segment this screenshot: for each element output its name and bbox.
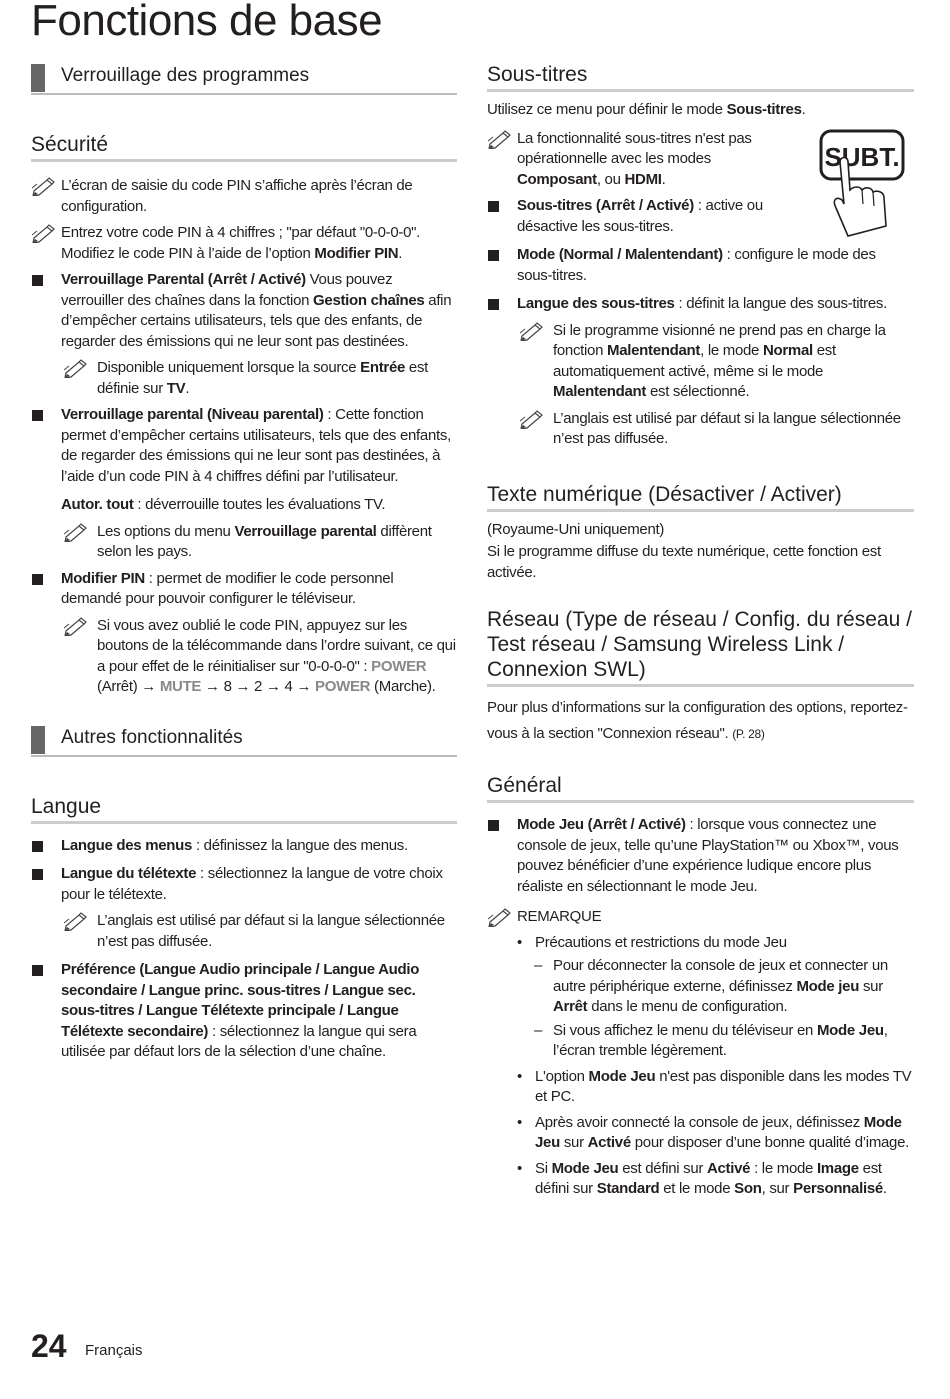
- parental-lock-item: Verrouillage Parental (Arrêt / Activé) Vous pouvez verrouiller des chaînes dans la fonction Gestion chaînes afin d’empêcher certains utilisateurs, tels que des enfants, de regarder des émissions qui ne leur sont pas destinées.: [31, 270, 457, 352]
- square-bullet-icon: [488, 820, 499, 831]
- change-pin-note: Si vous avez oublié le code PIN, appuyez sur les boutons de la télécommande dans l’ordre suivant, ce qui a pour effet de le réinitialiser sur "0-0-0-0" : POWER (Arrêt) → MUTE → 8 → 2 → 4 → POWER (Marche).: [31, 616, 457, 698]
- note-pen-icon: [31, 176, 57, 196]
- subt-button-hand-icon: [818, 128, 908, 240]
- menu-language-item: Langue des menus : définissez la langue des menus.: [31, 836, 457, 857]
- parental-rating-note: Les options du menu Verrouillage parental diffèrent selon les pays.: [31, 522, 457, 563]
- square-bullet-icon: [32, 275, 43, 286]
- remark-bullet-1: • Précautions et restrictions du mode Jeu: [487, 933, 914, 954]
- note-pen-icon: [487, 129, 513, 149]
- parental-lock-note: Disponible uniquement lorsque la source Entrée est définie sur TV.: [31, 358, 457, 399]
- language-heading: Langue: [31, 794, 457, 824]
- parental-rating-item: Verrouillage parental (Niveau parental) : Cette fonction permet d’empêcher certains utilisateurs, tels que des enfants, de regarder des émissions qui ne leur sont pas destinées, à l’aide d’un code PIN à 4 chiffres défini par l’utilisateur.: [31, 405, 457, 487]
- allow-all-line: Autor. tout : déverrouille toutes les évaluations TV.: [61, 496, 386, 513]
- note-pen-icon: [63, 616, 89, 636]
- subtitles-note: La fonctionnalité sous-titres n'est pas opérationnelle avec les modes Composant, ou HDMI.: [487, 129, 787, 191]
- security-heading: Sécurité: [31, 132, 457, 162]
- bullet-dot-icon: •: [517, 1067, 522, 1085]
- footer-language: Français: [85, 1342, 143, 1359]
- section-bar: [31, 726, 45, 754]
- square-bullet-icon: [488, 201, 499, 212]
- section-header-lock-title: Verrouillage des programmes: [61, 65, 310, 86]
- remark-title: REMARQUE: [487, 907, 914, 928]
- remark-bullet-2: • L'option Mode Jeu n'est pas disponible dans les modes TV et PC.: [517, 1067, 912, 1105]
- note-pen-icon: [63, 358, 89, 378]
- note-pen-icon: [519, 321, 545, 341]
- preference-item: Préférence (Langue Audio principale / Langue Audio secondaire / Langue princ. sous-titres / Langue sec. sous-titres / Langue Télétexte principale / Langue Télétexte secondaire) : sélectionnez la langue qui sera utilisée par défaut lors de la sélection d’une chaîne.: [31, 960, 457, 1063]
- square-bullet-icon: [32, 841, 43, 852]
- section-header-lock: [31, 62, 457, 95]
- digital-text-heading: Texte numérique (Désactiver / Activer): [487, 482, 914, 512]
- note-pen-icon: [31, 223, 57, 243]
- bullet-dot-icon: •: [517, 1159, 522, 1177]
- page-title: Fonctions de base: [31, 0, 383, 45]
- section-bar: [31, 64, 45, 92]
- security-note-1: L’écran de saisie du code PIN s’affiche après l’écran de configuration.: [31, 176, 457, 217]
- subtitles-language-item: Langue des sous-titres : définit la langue des sous-titres.: [487, 294, 914, 315]
- bullet-dot-icon: •: [517, 933, 522, 951]
- bullet-dot-icon: •: [517, 1113, 522, 1131]
- subtitles-intro: Utilisez ce menu pour définir le mode Sous-titres.: [487, 101, 806, 118]
- teletext-language-note: L’anglais est utilisé par défaut si la langue sélectionnée n’est pas diffusée.: [31, 911, 457, 952]
- section-header-other-title: Autres fonctionnalités: [61, 726, 243, 748]
- subtitles-mode-item: Mode (Normal / Malentendant) : configure le mode des sous-titres.: [487, 245, 914, 286]
- teletext-language-item: Langue du télétexte : sélectionnez la langue de votre choix pour le télétexte.: [31, 864, 457, 905]
- network-text: Pour plus d’informations sur la configuration des options, reportez-vous à la section "Connexion réseau". (P. 28): [487, 699, 908, 742]
- note-pen-icon: [63, 911, 89, 931]
- square-bullet-icon: [32, 574, 43, 585]
- square-bullet-icon: [32, 965, 43, 976]
- page-number: 24: [31, 1328, 67, 1364]
- subtitles-language-note-1: Si le programme visionné ne prend pas en charge la fonction Malentendant, le mode Normal est automatiquement activé, même si le mode Malentendant est sélectionné.: [487, 321, 914, 403]
- note-pen-icon: [63, 522, 89, 542]
- left-column: [31, 58, 457, 1063]
- remark-bullet-4: • Si Mode Jeu est défini sur Activé : le mode Image est défini sur Standard et le mode Son, sur Personnalisé.: [517, 1159, 887, 1197]
- square-bullet-icon: [488, 250, 499, 261]
- dash-icon: –: [534, 957, 543, 974]
- general-heading: Général: [487, 773, 914, 803]
- subt-button-label: SUBT.: [824, 142, 900, 172]
- square-bullet-icon: [32, 410, 43, 421]
- remark-dash-2: – Si vous affichez le menu du téléviseur en Mode Jeu, l’écran tremble légèrement.: [534, 1021, 888, 1059]
- security-note-2: Entrez votre code PIN à 4 chiffres ; "par défaut "0-0-0-0". Modifiez le code PIN à l’aide de l’option Modifier PIN.: [31, 223, 457, 264]
- remark-bullet-3: • Après avoir connecté la console de jeux, définissez Mode Jeu sur Activé pour disposer d’une bonne qualité d’image.: [517, 1113, 910, 1151]
- section-header-other: [31, 724, 457, 757]
- note-pen-icon: [519, 409, 545, 429]
- digital-text-line-1: (Royaume-Uni uniquement): [487, 520, 665, 538]
- subtitles-language-note-2: L’anglais est utilisé par défaut si la langue sélectionnée n’est pas diffusée.: [487, 409, 914, 450]
- subtitles-onoff-item: Sous-titres (Arrêt / Activé) : active ou désactive les sous-titres.: [487, 196, 797, 237]
- subtitles-heading: Sous-titres: [487, 62, 914, 92]
- note-pen-icon: [487, 907, 513, 927]
- digital-text-line-2: Si le programme diffuse du texte numérique, cette fonction est activée.: [487, 543, 881, 581]
- square-bullet-icon: [32, 869, 43, 880]
- change-pin-item: Modifier PIN : permet de modifier le code personnel demandé pour pouvoir configurer le téléviseur.: [31, 569, 457, 610]
- game-mode-item: Mode Jeu (Arrêt / Activé) : lorsque vous connectez une console de jeux, telle qu’une PlayStation™ ou Xbox™, vous pouvez bénéficier d’une expérience ludique encore plus réaliste en sélectionnant le mode Jeu.: [487, 815, 914, 897]
- dash-icon: –: [534, 1021, 543, 1039]
- remark-dash-1: – Pour déconnecter la console de jeux et connecter un autre périphérique externe, définissez Mode jeu sur Arrêt dans le menu de configuration.: [534, 957, 888, 1015]
- square-bullet-icon: [488, 299, 499, 310]
- network-heading: Réseau (Type de réseau / Config. du réseau / Test réseau / Samsung Wireless Link / Connexion SWL): [487, 607, 914, 687]
